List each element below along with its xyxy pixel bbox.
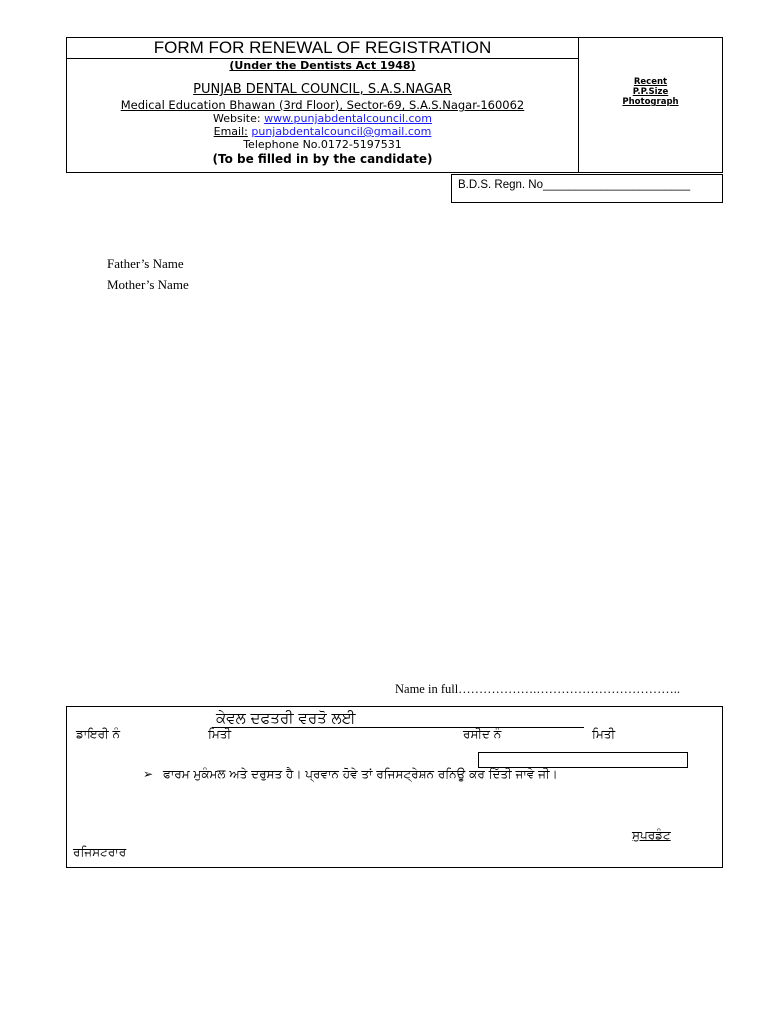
- website-line: [67, 112, 578, 125]
- header-block: [66, 37, 723, 173]
- photo-box[interactable]: [579, 38, 722, 172]
- filled-note: (To be filled in by the candidate): [212, 152, 433, 166]
- father-name-label: Father’s Name: [107, 256, 184, 271]
- title-row: [67, 38, 578, 59]
- photo-caption: [579, 77, 722, 107]
- photo-line-3: Photograph: [622, 97, 679, 107]
- form-title: FORM FOR RENEWAL OF REGISTRATION: [153, 38, 492, 57]
- diary-number-label: ਡਾਇਰੀ ਨੰ: [76, 727, 121, 741]
- receipt-number-label: ਰਸੀਦ ਨੰ: [463, 727, 502, 741]
- photo-line-1: Recent: [633, 77, 668, 87]
- office-use-heading: ਕੇਵਲ ਦਫਤਰੀ ਵਰਤੋ ਲਈ: [212, 709, 584, 728]
- email-link[interactable]: punjabdentalcouncil@gmail.com: [251, 125, 432, 138]
- registrar-label: ਰਜਿਸਟਰਾਰ: [73, 845, 127, 859]
- regn-number-box[interactable]: [451, 174, 723, 203]
- name-in-full-field[interactable]: Name in full……………….……………………………..: [395, 682, 681, 696]
- superintendent-label: ਸੁਪਰਡੰਟ: [632, 828, 671, 842]
- council-address: Medical Education Bhawan (3rd Floor), Sector-69, S.A.S.Nagar-160062: [120, 98, 525, 112]
- header-info: [67, 38, 579, 172]
- telephone: Telephone No.0172-5197531: [243, 138, 402, 151]
- website-label: Website:: [213, 112, 261, 125]
- email-line: [67, 125, 578, 138]
- website-link[interactable]: www.punjabdentalcouncil.com: [264, 112, 432, 125]
- date-label-2: ਮਿਤੀ: [592, 727, 616, 741]
- act-subtitle: (Under the Dentists Act 1948): [229, 59, 416, 72]
- email-label: Email:: [213, 125, 248, 138]
- date-label-1: ਮਿਤੀ: [208, 727, 232, 741]
- mother-name-label: Mother’s Name: [107, 277, 189, 292]
- council-name: PUNJAB DENTAL COUNCIL, S.A.S.NAGAR: [193, 82, 452, 97]
- receipt-input-box[interactable]: [478, 752, 688, 768]
- arrow-bullet-icon: ➢: [143, 767, 154, 781]
- photo-line-2: P.P.Size: [632, 87, 669, 97]
- regn-number-label: B.D.S. Regn. No_______________________: [458, 179, 691, 191]
- approval-note: ਫਾਰਮ ਮੁਕੰਮਲ ਅਤੇ ਦਰੁਸਤ ਹੈ। ਪ੍ਰਵਾਨ ਹੋਵੇ ਤਾਂ ਰਜਿਸਟ੍ਰੇਸ਼ਨ ਰਨਿਊ ਕਰ ਦਿੱਤੀ ਜਾਵੇ ਜੀ।: [163, 767, 558, 781]
- office-use-block: [66, 706, 723, 868]
